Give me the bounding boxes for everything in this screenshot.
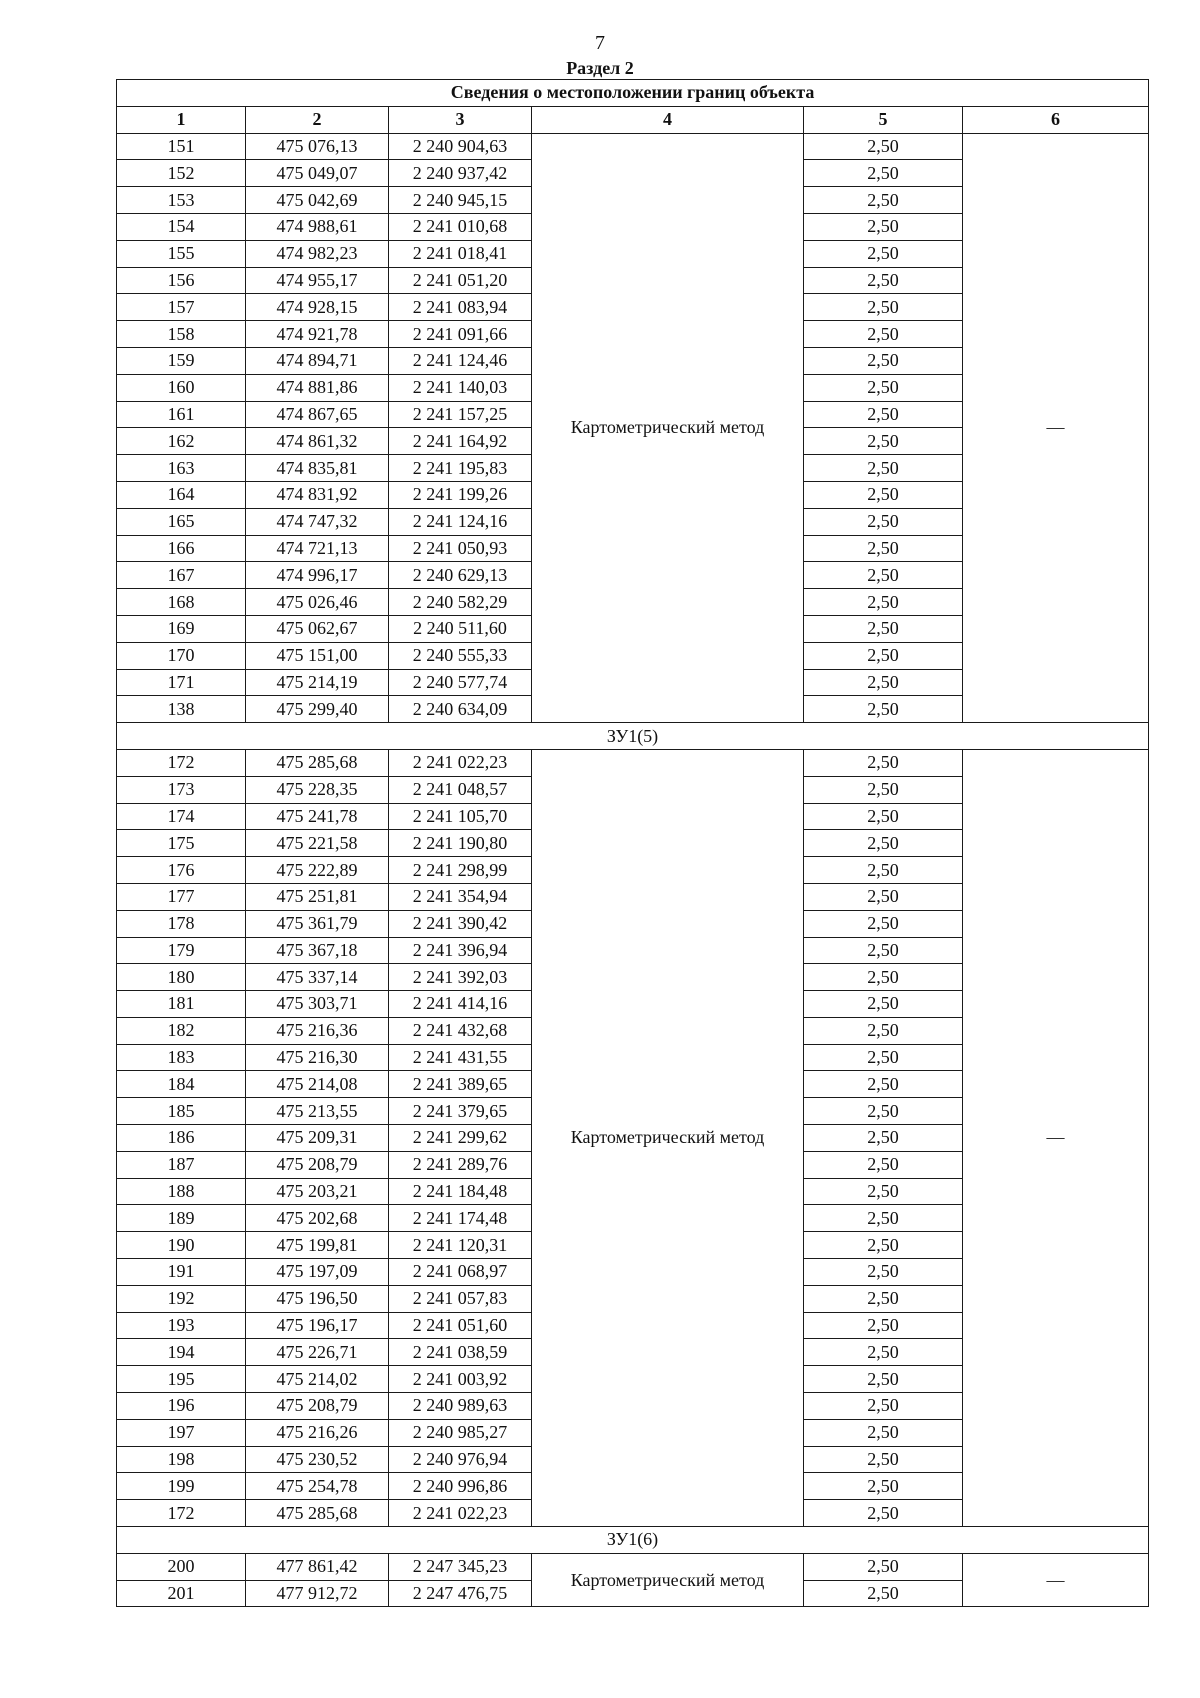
point-number-cell: 168 — [117, 589, 246, 616]
accuracy-cell: 2,50 — [804, 1393, 963, 1420]
y-coordinate-cell: 2 241 018,41 — [389, 240, 532, 267]
accuracy-cell: 2,50 — [804, 1044, 963, 1071]
accuracy-cell: 2,50 — [804, 776, 963, 803]
note-cell: — — [963, 1553, 1149, 1607]
point-number-cell: 153 — [117, 187, 246, 214]
accuracy-cell: 2,50 — [804, 1259, 963, 1286]
point-number-cell: 193 — [117, 1312, 246, 1339]
point-number-cell: 176 — [117, 857, 246, 884]
point-number-cell: 197 — [117, 1419, 246, 1446]
accuracy-cell: 2,50 — [804, 213, 963, 240]
accuracy-cell: 2,50 — [804, 1446, 963, 1473]
table-title: Сведения о местоположении границ объекта — [117, 80, 1149, 107]
accuracy-cell: 2,50 — [804, 1285, 963, 1312]
y-coordinate-cell: 2 240 582,29 — [389, 589, 532, 616]
accuracy-cell: 2,50 — [804, 562, 963, 589]
x-coordinate-cell: 474 996,17 — [246, 562, 389, 589]
y-coordinate-cell: 2 241 390,42 — [389, 910, 532, 937]
y-coordinate-cell: 2 241 051,60 — [389, 1312, 532, 1339]
x-coordinate-cell: 475 228,35 — [246, 776, 389, 803]
table-title-row — [117, 80, 1149, 107]
point-number-cell: 158 — [117, 321, 246, 348]
accuracy-cell: 2,50 — [804, 187, 963, 214]
x-coordinate-cell: 475 203,21 — [246, 1178, 389, 1205]
x-coordinate-cell: 474 921,78 — [246, 321, 389, 348]
y-coordinate-cell: 2 241 392,03 — [389, 964, 532, 991]
point-number-cell: 191 — [117, 1259, 246, 1286]
x-coordinate-cell: 474 955,17 — [246, 267, 389, 294]
x-coordinate-cell: 474 881,86 — [246, 374, 389, 401]
y-coordinate-cell: 2 247 345,23 — [389, 1553, 532, 1580]
accuracy-cell: 2,50 — [804, 1125, 963, 1152]
x-coordinate-cell: 474 835,81 — [246, 455, 389, 482]
x-coordinate-cell: 475 337,14 — [246, 964, 389, 991]
point-number-cell: 163 — [117, 455, 246, 482]
point-number-cell: 164 — [117, 481, 246, 508]
accuracy-cell: 2,50 — [804, 535, 963, 562]
point-number-cell: 155 — [117, 240, 246, 267]
accuracy-cell: 2,50 — [804, 428, 963, 455]
accuracy-cell: 2,50 — [804, 267, 963, 294]
point-number-cell: 188 — [117, 1178, 246, 1205]
point-number-cell: 151 — [117, 133, 246, 160]
x-coordinate-cell: 475 214,19 — [246, 669, 389, 696]
y-coordinate-cell: 2 241 379,65 — [389, 1098, 532, 1125]
point-number-cell: 138 — [117, 696, 246, 723]
accuracy-cell: 2,50 — [804, 1071, 963, 1098]
y-coordinate-cell: 2 240 577,74 — [389, 669, 532, 696]
accuracy-cell: 2,50 — [804, 1580, 963, 1607]
table-row — [117, 749, 1149, 776]
point-number-cell: 175 — [117, 830, 246, 857]
x-coordinate-cell: 474 721,13 — [246, 535, 389, 562]
y-coordinate-cell: 2 240 989,63 — [389, 1393, 532, 1420]
x-coordinate-cell: 475 202,68 — [246, 1205, 389, 1232]
y-coordinate-cell: 2 240 904,63 — [389, 133, 532, 160]
accuracy-cell: 2,50 — [804, 455, 963, 482]
x-coordinate-cell: 475 285,68 — [246, 749, 389, 776]
y-coordinate-cell: 2 241 124,16 — [389, 508, 532, 535]
x-coordinate-cell: 474 894,71 — [246, 347, 389, 374]
accuracy-cell: 2,50 — [804, 374, 963, 401]
accuracy-cell: 2,50 — [804, 589, 963, 616]
point-number-cell: 178 — [117, 910, 246, 937]
accuracy-cell: 2,50 — [804, 910, 963, 937]
page-number: 7 — [595, 32, 605, 54]
accuracy-cell: 2,50 — [804, 1553, 963, 1580]
y-coordinate-cell: 2 240 555,33 — [389, 642, 532, 669]
x-coordinate-cell: 475 196,17 — [246, 1312, 389, 1339]
accuracy-cell: 2,50 — [804, 830, 963, 857]
point-number-cell: 172 — [117, 749, 246, 776]
point-number-cell: 189 — [117, 1205, 246, 1232]
column-header: 5 — [804, 106, 963, 133]
y-coordinate-cell: 2 241 051,20 — [389, 267, 532, 294]
y-coordinate-cell: 2 241 124,46 — [389, 347, 532, 374]
x-coordinate-cell: 475 230,52 — [246, 1446, 389, 1473]
y-coordinate-cell: 2 241 190,80 — [389, 830, 532, 857]
x-coordinate-cell: 475 285,68 — [246, 1500, 389, 1527]
accuracy-cell: 2,50 — [804, 1151, 963, 1178]
y-coordinate-cell: 2 241 140,03 — [389, 374, 532, 401]
x-coordinate-cell: 475 226,71 — [246, 1339, 389, 1366]
y-coordinate-cell: 2 241 389,65 — [389, 1071, 532, 1098]
y-coordinate-cell: 2 240 634,09 — [389, 696, 532, 723]
y-coordinate-cell: 2 247 476,75 — [389, 1580, 532, 1607]
point-number-cell: 154 — [117, 213, 246, 240]
point-number-cell: 182 — [117, 1017, 246, 1044]
y-coordinate-cell: 2 241 299,62 — [389, 1125, 532, 1152]
x-coordinate-cell: 475 299,40 — [246, 696, 389, 723]
y-coordinate-cell: 2 241 120,31 — [389, 1232, 532, 1259]
point-number-cell: 179 — [117, 937, 246, 964]
y-coordinate-cell: 2 241 289,76 — [389, 1151, 532, 1178]
accuracy-cell: 2,50 — [804, 883, 963, 910]
y-coordinate-cell: 2 241 091,66 — [389, 321, 532, 348]
y-coordinate-cell: 2 240 629,13 — [389, 562, 532, 589]
accuracy-cell: 2,50 — [804, 964, 963, 991]
x-coordinate-cell: 475 241,78 — [246, 803, 389, 830]
x-coordinate-cell: 475 199,81 — [246, 1232, 389, 1259]
y-coordinate-cell: 2 240 511,60 — [389, 615, 532, 642]
y-coordinate-cell: 2 241 414,16 — [389, 991, 532, 1018]
x-coordinate-cell: 475 042,69 — [246, 187, 389, 214]
point-number-cell: 159 — [117, 347, 246, 374]
x-coordinate-cell: 475 208,79 — [246, 1393, 389, 1420]
point-number-cell: 165 — [117, 508, 246, 535]
y-coordinate-cell: 2 241 068,97 — [389, 1259, 532, 1286]
method-cell: Картометрический метод — [532, 133, 804, 723]
point-number-cell: 194 — [117, 1339, 246, 1366]
point-number-cell: 190 — [117, 1232, 246, 1259]
point-number-cell: 174 — [117, 803, 246, 830]
x-coordinate-cell: 475 196,50 — [246, 1285, 389, 1312]
accuracy-cell: 2,50 — [804, 1312, 963, 1339]
accuracy-cell: 2,50 — [804, 749, 963, 776]
y-coordinate-cell: 2 241 048,57 — [389, 776, 532, 803]
table-body — [117, 133, 1149, 1607]
accuracy-cell: 2,50 — [804, 1017, 963, 1044]
point-number-cell: 177 — [117, 883, 246, 910]
x-coordinate-cell: 475 049,07 — [246, 160, 389, 187]
y-coordinate-cell: 2 241 431,55 — [389, 1044, 532, 1071]
x-coordinate-cell: 474 928,15 — [246, 294, 389, 321]
column-header: 6 — [963, 106, 1149, 133]
point-number-cell: 171 — [117, 669, 246, 696]
point-number-cell: 192 — [117, 1285, 246, 1312]
x-coordinate-cell: 474 747,32 — [246, 508, 389, 535]
x-coordinate-cell: 474 982,23 — [246, 240, 389, 267]
column-header: 3 — [389, 106, 532, 133]
accuracy-cell: 2,50 — [804, 1366, 963, 1393]
x-coordinate-cell: 475 208,79 — [246, 1151, 389, 1178]
point-number-cell: 183 — [117, 1044, 246, 1071]
x-coordinate-cell: 474 988,61 — [246, 213, 389, 240]
x-coordinate-cell: 475 213,55 — [246, 1098, 389, 1125]
accuracy-cell: 2,50 — [804, 1500, 963, 1527]
y-coordinate-cell: 2 241 057,83 — [389, 1285, 532, 1312]
accuracy-cell: 2,50 — [804, 481, 963, 508]
y-coordinate-cell: 2 241 157,25 — [389, 401, 532, 428]
point-number-cell: 173 — [117, 776, 246, 803]
accuracy-cell: 2,50 — [804, 991, 963, 1018]
point-number-cell: 152 — [117, 160, 246, 187]
point-number-cell: 198 — [117, 1446, 246, 1473]
accuracy-cell: 2,50 — [804, 133, 963, 160]
table-row — [117, 1553, 1149, 1580]
x-coordinate-cell: 477 861,42 — [246, 1553, 389, 1580]
y-coordinate-cell: 2 241 195,83 — [389, 455, 532, 482]
accuracy-cell: 2,50 — [804, 937, 963, 964]
method-cell: Картометрический метод — [532, 749, 804, 1526]
y-coordinate-cell: 2 240 996,86 — [389, 1473, 532, 1500]
point-number-cell: 161 — [117, 401, 246, 428]
accuracy-cell: 2,50 — [804, 321, 963, 348]
accuracy-cell: 2,50 — [804, 1339, 963, 1366]
y-coordinate-cell: 2 240 985,27 — [389, 1419, 532, 1446]
note-cell: — — [963, 133, 1149, 723]
accuracy-cell: 2,50 — [804, 294, 963, 321]
y-coordinate-cell: 2 241 354,94 — [389, 883, 532, 910]
point-number-cell: 195 — [117, 1366, 246, 1393]
point-number-cell: 172 — [117, 1500, 246, 1527]
accuracy-cell: 2,50 — [804, 160, 963, 187]
x-coordinate-cell: 475 151,00 — [246, 642, 389, 669]
point-number-cell: 200 — [117, 1553, 246, 1580]
group-label: ЗУ1(6) — [117, 1527, 1149, 1554]
column-header: 2 — [246, 106, 389, 133]
point-number-cell: 187 — [117, 1151, 246, 1178]
x-coordinate-cell: 475 216,26 — [246, 1419, 389, 1446]
x-coordinate-cell: 474 831,92 — [246, 481, 389, 508]
x-coordinate-cell: 475 222,89 — [246, 857, 389, 884]
y-coordinate-cell: 2 241 083,94 — [389, 294, 532, 321]
point-number-cell: 166 — [117, 535, 246, 562]
point-number-cell: 160 — [117, 374, 246, 401]
x-coordinate-cell: 475 254,78 — [246, 1473, 389, 1500]
accuracy-cell: 2,50 — [804, 669, 963, 696]
column-header: 1 — [117, 106, 246, 133]
accuracy-cell: 2,50 — [804, 1205, 963, 1232]
point-number-cell: 184 — [117, 1071, 246, 1098]
x-coordinate-cell: 475 216,30 — [246, 1044, 389, 1071]
x-coordinate-cell: 475 221,58 — [246, 830, 389, 857]
accuracy-cell: 2,50 — [804, 1232, 963, 1259]
x-coordinate-cell: 475 209,31 — [246, 1125, 389, 1152]
point-number-cell: 167 — [117, 562, 246, 589]
x-coordinate-cell: 474 867,65 — [246, 401, 389, 428]
y-coordinate-cell: 2 241 022,23 — [389, 749, 532, 776]
x-coordinate-cell: 475 076,13 — [246, 133, 389, 160]
y-coordinate-cell: 2 241 010,68 — [389, 213, 532, 240]
group-label-row — [117, 1527, 1149, 1554]
x-coordinate-cell: 475 303,71 — [246, 991, 389, 1018]
y-coordinate-cell: 2 241 050,93 — [389, 535, 532, 562]
group-label: ЗУ1(5) — [117, 723, 1149, 750]
y-coordinate-cell: 2 241 164,92 — [389, 428, 532, 455]
accuracy-cell: 2,50 — [804, 696, 963, 723]
y-coordinate-cell: 2 241 396,94 — [389, 937, 532, 964]
y-coordinate-cell: 2 241 199,26 — [389, 481, 532, 508]
x-coordinate-cell: 475 216,36 — [246, 1017, 389, 1044]
y-coordinate-cell: 2 241 038,59 — [389, 1339, 532, 1366]
table-row — [117, 133, 1149, 160]
accuracy-cell: 2,50 — [804, 857, 963, 884]
accuracy-cell: 2,50 — [804, 1473, 963, 1500]
point-number-cell: 180 — [117, 964, 246, 991]
column-header-row — [117, 106, 1149, 133]
accuracy-cell: 2,50 — [804, 615, 963, 642]
y-coordinate-cell: 2 240 976,94 — [389, 1446, 532, 1473]
point-number-cell: 181 — [117, 991, 246, 1018]
section-title: Раздел 2 — [566, 58, 634, 78]
y-coordinate-cell: 2 241 432,68 — [389, 1017, 532, 1044]
accuracy-cell: 2,50 — [804, 1098, 963, 1125]
point-number-cell: 201 — [117, 1580, 246, 1607]
x-coordinate-cell: 475 062,67 — [246, 615, 389, 642]
boundary-coordinates-table — [116, 79, 1149, 1607]
point-number-cell: 156 — [117, 267, 246, 294]
point-number-cell: 196 — [117, 1393, 246, 1420]
accuracy-cell: 2,50 — [804, 347, 963, 374]
accuracy-cell: 2,50 — [804, 1178, 963, 1205]
point-number-cell: 186 — [117, 1125, 246, 1152]
y-coordinate-cell: 2 240 945,15 — [389, 187, 532, 214]
y-coordinate-cell: 2 240 937,42 — [389, 160, 532, 187]
x-coordinate-cell: 475 214,08 — [246, 1071, 389, 1098]
y-coordinate-cell: 2 241 022,23 — [389, 1500, 532, 1527]
x-coordinate-cell: 475 026,46 — [246, 589, 389, 616]
y-coordinate-cell: 2 241 003,92 — [389, 1366, 532, 1393]
x-coordinate-cell: 475 197,09 — [246, 1259, 389, 1286]
x-coordinate-cell: 475 214,02 — [246, 1366, 389, 1393]
accuracy-cell: 2,50 — [804, 508, 963, 535]
y-coordinate-cell: 2 241 174,48 — [389, 1205, 532, 1232]
column-header: 4 — [532, 106, 804, 133]
method-cell: Картометрический метод — [532, 1553, 804, 1607]
y-coordinate-cell: 2 241 184,48 — [389, 1178, 532, 1205]
point-number-cell: 199 — [117, 1473, 246, 1500]
x-coordinate-cell: 477 912,72 — [246, 1580, 389, 1607]
x-coordinate-cell: 475 251,81 — [246, 883, 389, 910]
point-number-cell: 169 — [117, 615, 246, 642]
accuracy-cell: 2,50 — [804, 642, 963, 669]
point-number-cell: 162 — [117, 428, 246, 455]
y-coordinate-cell: 2 241 298,99 — [389, 857, 532, 884]
y-coordinate-cell: 2 241 105,70 — [389, 803, 532, 830]
note-cell: — — [963, 749, 1149, 1526]
x-coordinate-cell: 475 361,79 — [246, 910, 389, 937]
point-number-cell: 157 — [117, 294, 246, 321]
accuracy-cell: 2,50 — [804, 803, 963, 830]
group-label-row — [117, 723, 1149, 750]
accuracy-cell: 2,50 — [804, 240, 963, 267]
x-coordinate-cell: 475 367,18 — [246, 937, 389, 964]
accuracy-cell: 2,50 — [804, 1419, 963, 1446]
accuracy-cell: 2,50 — [804, 401, 963, 428]
point-number-cell: 185 — [117, 1098, 246, 1125]
point-number-cell: 170 — [117, 642, 246, 669]
x-coordinate-cell: 474 861,32 — [246, 428, 389, 455]
